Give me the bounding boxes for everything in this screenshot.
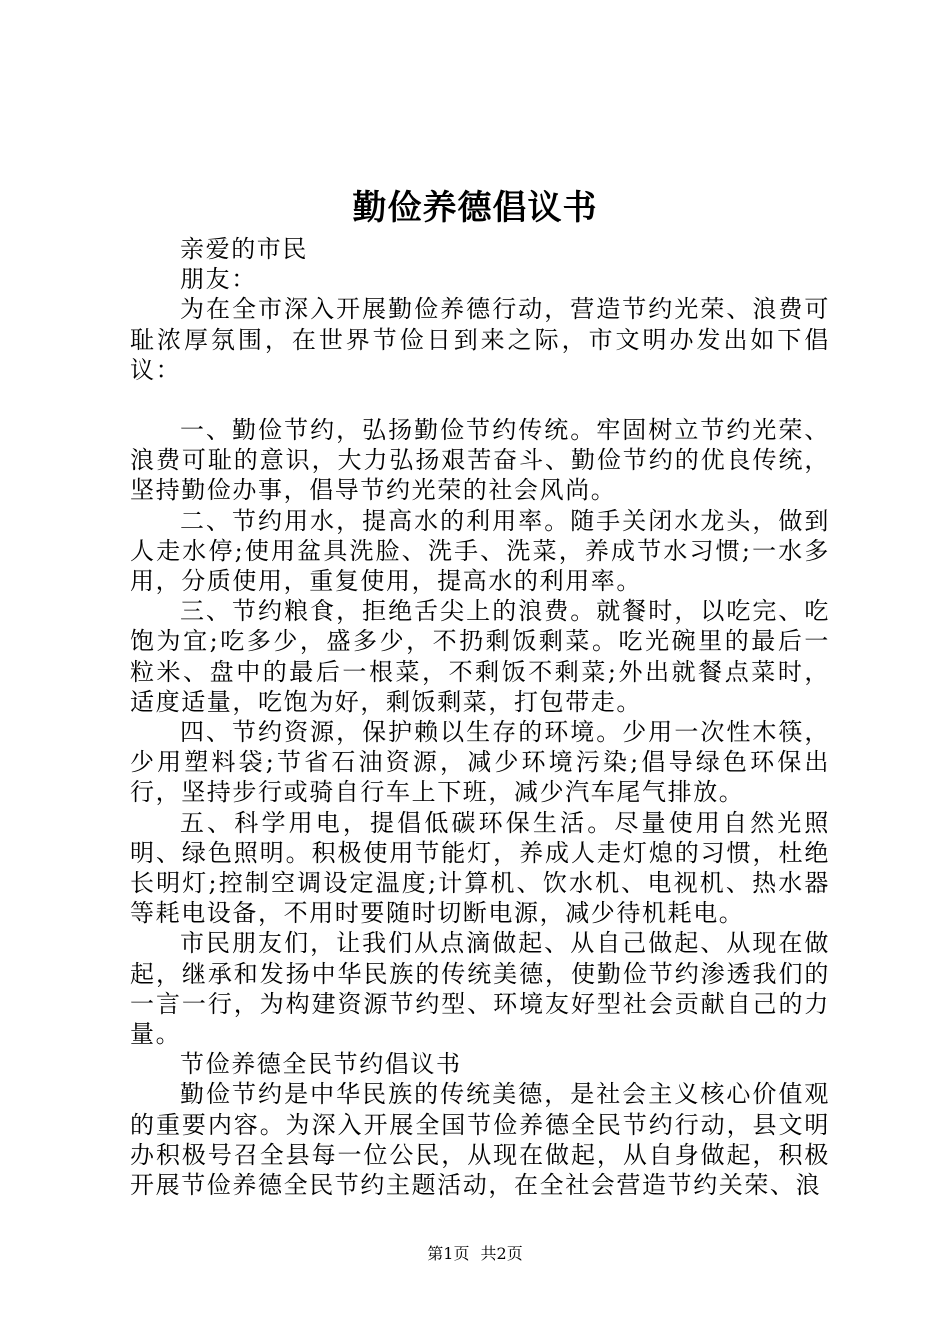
- proposal-paragraph: 五、科学用电，提倡低碳环保生活。尽量使用自然光照明、绿色照明。积极使用节能灯，养成人走灯熄的习惯，杜绝长明灯;控制空调设定温度;计算机、饮水机、电视机、热水器等耗电设备，不用时要随时切断电源，减少待机耗电。: [130, 808, 830, 928]
- proposal-paragraph: 二、节约用水，提高水的利用率。随手关闭水龙头，做到人走水停;使用盆具洗脸、洗手、洗菜，养成节水习惯;一水多用，分质使用，重复使用，提高水的利用率。: [130, 506, 830, 596]
- document-body: [130, 234, 830, 1200]
- page-total: 共2页: [480, 1244, 523, 1263]
- proposal-paragraph: 一、勤俭节约，弘扬勤俭节约传统。牢固树立节约光荣、浪费可耻的意识，大力弘扬艰苦奋斗、勤俭节约的优良传统，坚持勤俭办事，倡导节约光荣的社会风尚。: [130, 416, 830, 505]
- salutation-line: 朋友：: [180, 265, 257, 294]
- proposal-paragraph: 三、节约粮食，拒绝舌尖上的浪费。就餐时，以吃完、吃饱为宜;吃多少，盛多少，不扔剩饭剩菜。吃光碗里的最后一粒米、盘中的最后一根菜，不剩饭不剩菜;外出就餐点菜时，适度适量，吃饱为好，剩饭剩菜，打包带走。: [130, 597, 830, 716]
- page-footer: [0, 1243, 950, 1265]
- document-title: 勤俭养德倡议书: [352, 188, 598, 228]
- subheading: 节俭养德全民节约倡议书: [180, 1050, 462, 1079]
- body-paragraph: 勤俭节约是中华民族的传统美德，是社会主义核心价值观的重要内容。为深入开展全国节俭养德全民节约行动，县文明办积极号召全县每一位公民，从现在做起，从自身做起，积极开展节俭养德全民节约主题活动，在全社会营造节约关荣、浪: [130, 1080, 830, 1200]
- salutation-line: 亲爱的市民: [180, 235, 308, 263]
- page-number: 第1页: [427, 1244, 470, 1263]
- intro-paragraph: 为在全市深入开展勤俭养德行动，营造节约光荣、浪费可耻浓厚氛围，在世界节俭日到来之际，市文明办发出如下倡议：: [130, 295, 830, 384]
- proposal-paragraph: 四、节约资源，保护赖以生存的环境。少用一次性木筷，少用塑料袋;节省石油资源，减少环境污染;倡导绿色环保出行，坚持步行或骑自行车上下班，减少汽车尾气排放。: [130, 718, 830, 807]
- closing-paragraph: 市民朋友们，让我们从点滴做起、从自己做起、从现在做起，继承和发扬中华民族的传统美德，使勤俭节约渗透我们的一言一行，为构建资源节约型、环境友好型社会贡献自己的力量。: [130, 929, 830, 1049]
